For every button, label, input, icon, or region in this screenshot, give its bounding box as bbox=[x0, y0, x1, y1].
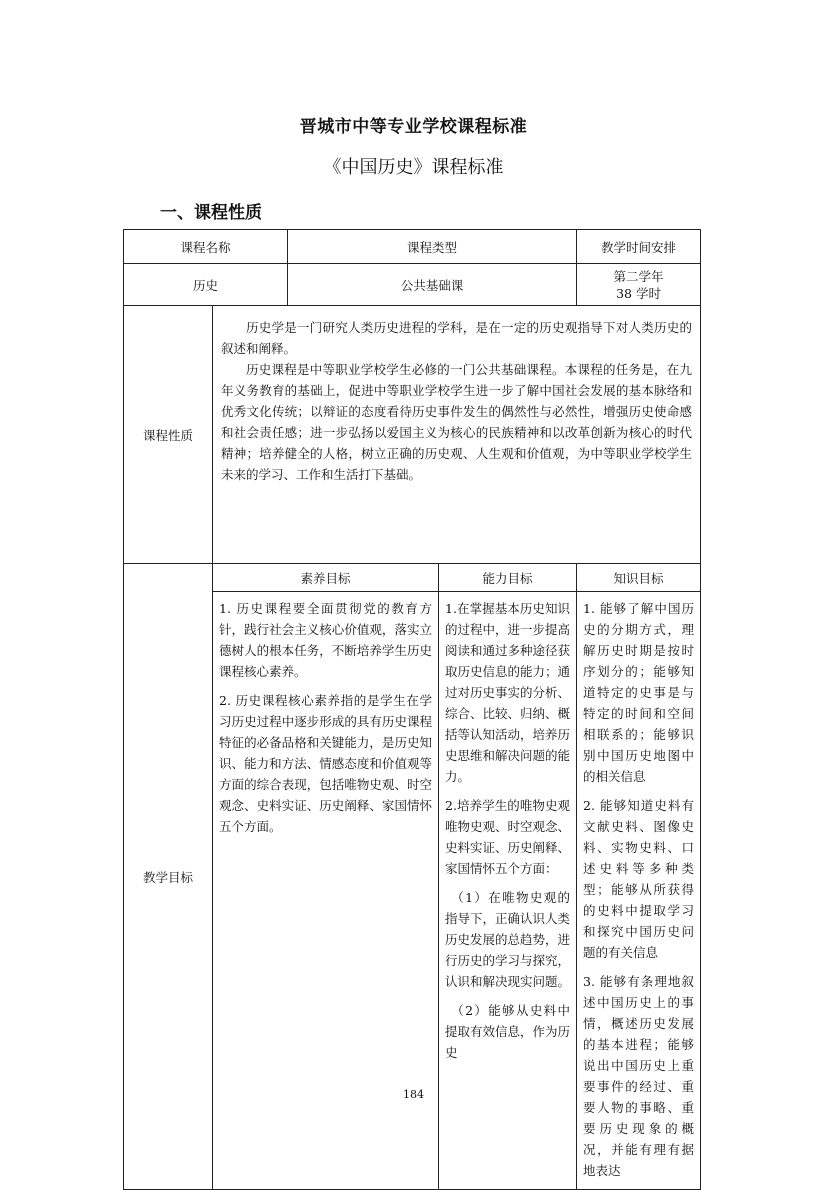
literacy-goal-header: 素养目标 bbox=[213, 564, 439, 592]
schedule-year: 第二学年 bbox=[613, 268, 664, 284]
ability-goal-item: 2.培养学生的唯物史观唯物史观、时空观念、史料实证、历史阐释、家国情怀五个方面： bbox=[445, 798, 571, 876]
knowledge-goal-item: 2. 能够知道史料有文献史料、图像史料、实物史料、口述史料等多种类型；能够从所获得的史料中提取学习和探究中国历史问题的有关信息 bbox=[583, 798, 695, 960]
literacy-goal-item: 1. 历史课程要全面贯彻党的教育方针，践行社会主义核心价值观，落实立德树人的根本任务，不断培养学生历史课程核心素养。 bbox=[219, 601, 433, 679]
course-nature-row bbox=[124, 306, 701, 564]
section-heading: 一、课程性质 bbox=[160, 203, 262, 223]
course-nature-paragraph-1: 历史学是一门研究人类历史进程的学科，是在一定的历史观指导下对人类历史的叙述和阐释。 bbox=[221, 320, 693, 356]
course-nature-label: 课程性质 bbox=[124, 306, 213, 564]
course-standard-table bbox=[123, 229, 701, 1190]
ability-goal-item: （1）在唯物史观的指导下，正确认识人类历史发展的总趋势，进行历史的学习与探究，认识和解决现实问题。 bbox=[445, 890, 571, 989]
literacy-goal-item: 2. 历史课程核心素养指的是学生在学习历史过程中逐步形成的具有历史课程特征的必备品格和关键能力，是历史知识、能力和方法、情感态度和价值观等方面的综合表现，包括唯物史观、时空观念、史料实证、历史阐释、家国情怀五个方面。 bbox=[219, 693, 433, 834]
course-info-header-row bbox=[124, 230, 701, 264]
header-schedule: 教学时间安排 bbox=[577, 230, 701, 264]
course-name-value: 历史 bbox=[124, 264, 288, 306]
knowledge-goal-item: 1. 能够了解中国历史的分期方式，理解历史时期是按时序划分的；能够知道特定的史事是与特定的时间和空间相联系的；能够识别中国历史地图中的相关信息 bbox=[583, 601, 695, 784]
course-nature-text bbox=[213, 306, 701, 564]
knowledge-goal-item: 3. 能够有条理地叙述中国历史上的事情，概述历史发展的基本进程；能够说出中国历史上重要事件的经过、重要人物的事略、重要历史现象的概况，并能有理有据地表达 bbox=[583, 974, 695, 1178]
document-subtitle: 《中国历史》课程标准 bbox=[323, 157, 504, 178]
header-course-name: 课程名称 bbox=[124, 230, 288, 264]
course-type-value: 公共基础课 bbox=[288, 264, 577, 306]
course-info-value-row bbox=[124, 264, 701, 306]
teaching-goals-label: 教学目标 bbox=[124, 564, 213, 1190]
page-number: 184 bbox=[403, 1088, 424, 1101]
schedule-hours: 38 学时 bbox=[616, 285, 661, 301]
header-course-type: 课程类型 bbox=[288, 230, 577, 264]
ability-goal-item: （2）能够从史料中提取有效信息，作为历史 bbox=[445, 1003, 571, 1060]
teaching-goals-header-row bbox=[124, 564, 701, 592]
ability-goal-item: 1.在掌握基本历史知识的过程中，进一步提高阅读和通过多种途径获取历史信息的能力；通过对历史事实的分析、综合、比较、归纳、概括等认知活动，培养历史思维和解决问题的能力。 bbox=[445, 601, 571, 784]
course-nature-paragraph-2: 历史课程是中等职业学校学生必修的一门公共基础课程。本课程的任务是，在九年义务教育的基础上，促进中等职业学校学生进一步了解中国社会发展的基本脉络和优秀文化传统；以辩证的态度看待历史事件发生的偶然性与必然性，增强历史使命感和社会责任感；进一步弘扬以爱国主义为核心的民族精神和以改革创新为核心的时代精神；培养健全的人格，树立正确的历史观、人生观和价值观，为中等职业学校学生未来的学习、工作和生活打下基础。 bbox=[221, 362, 693, 482]
ability-goal-header: 能力目标 bbox=[439, 564, 577, 592]
document-title: 晋城市中等专业学校课程标准 bbox=[299, 117, 528, 137]
schedule-value bbox=[577, 264, 701, 306]
knowledge-goal-header: 知识目标 bbox=[577, 564, 701, 592]
